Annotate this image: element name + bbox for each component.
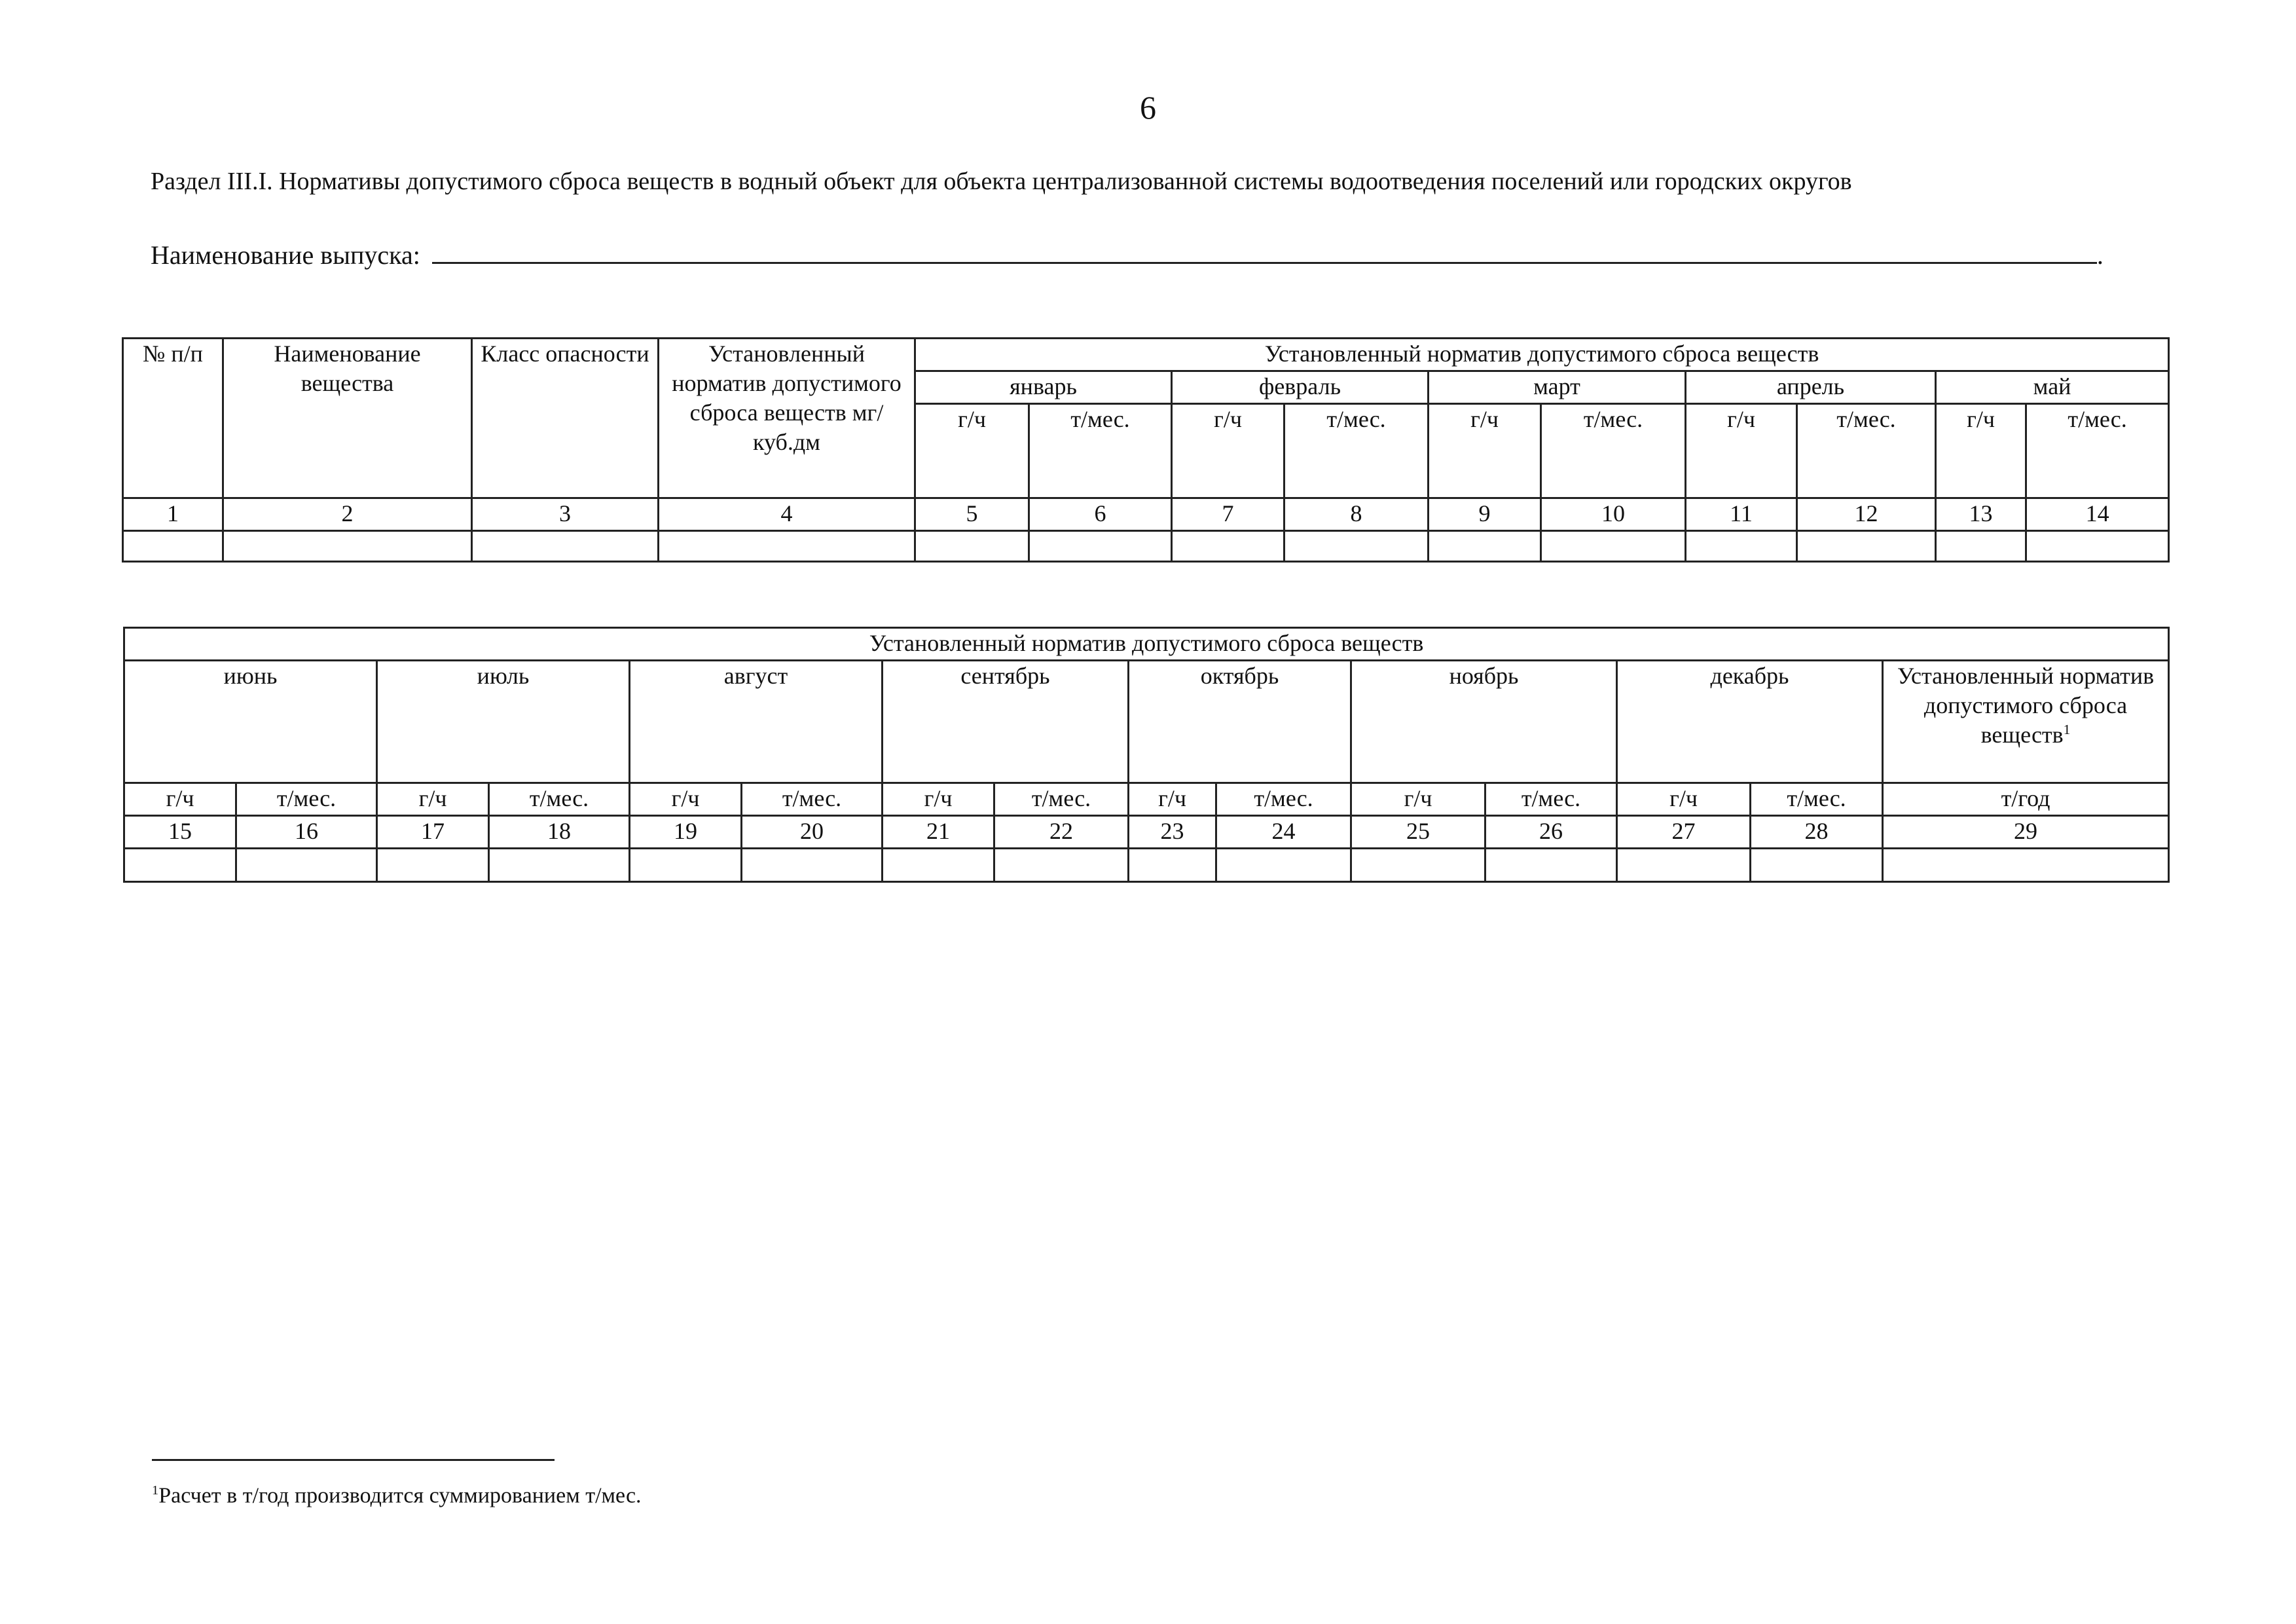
header-unit-tm: т/мес.	[1485, 783, 1617, 816]
header-unit-gh: г/ч	[630, 783, 742, 816]
header-substance-name: Наименование вещества	[223, 339, 472, 498]
header-unit-gh: г/ч	[883, 783, 994, 816]
column-number: 9	[1429, 498, 1541, 531]
column-number: 14	[2026, 498, 2169, 531]
column-number: 2	[223, 498, 472, 531]
header-unit-tm: т/мес.	[236, 783, 377, 816]
column-number: 8	[1285, 498, 1429, 531]
header-unit-gh: г/ч	[1936, 404, 2026, 498]
header-unit-tm: т/мес.	[1029, 404, 1172, 498]
footnote-text: Расчет в т/год производится суммированием т/мес.	[158, 1483, 642, 1508]
header-annual-norm	[1883, 661, 2169, 783]
entry-cell[interactable]	[1751, 849, 1883, 882]
header-unit-gh: г/ч	[377, 783, 489, 816]
header-unit-tm: т/мес.	[1285, 404, 1429, 498]
header-month-dec: декабрь	[1617, 661, 1883, 783]
header-month-mar: март	[1429, 371, 1686, 404]
entry-cell[interactable]	[1172, 531, 1285, 562]
entry-cell[interactable]	[223, 531, 472, 562]
header-month-oct: октябрь	[1129, 661, 1351, 783]
header-unit-tm: т/мес.	[994, 783, 1129, 816]
entry-cell[interactable]	[377, 849, 489, 882]
section-title: Раздел III.I. Нормативы допустимого сброса веществ в водный объект для объекта централизованной системы водоотведения поселений или городских округов	[151, 168, 1852, 195]
release-name-field[interactable]	[432, 237, 2097, 264]
header-month-jun: июнь	[124, 661, 377, 783]
column-number: 11	[1686, 498, 1797, 531]
column-number: 29	[1883, 816, 2169, 849]
header-unit-tm: т/мес.	[1541, 404, 1686, 498]
header-unit-gh: г/ч	[1617, 783, 1751, 816]
header-unit-gh: г/ч	[1351, 783, 1485, 816]
entry-cell[interactable]	[915, 531, 1029, 562]
header-month-jul: июль	[377, 661, 630, 783]
release-name-row	[151, 237, 2104, 270]
footnote	[152, 1483, 642, 1508]
header-month-apr: апрель	[1686, 371, 1936, 404]
entry-cell[interactable]	[994, 849, 1129, 882]
entry-cell[interactable]	[236, 849, 377, 882]
header-month-sep: сентябрь	[883, 661, 1129, 783]
column-number: 28	[1751, 816, 1883, 849]
header-unit-tm: т/мес.	[1751, 783, 1883, 816]
entry-cell[interactable]	[1429, 531, 1541, 562]
header-unit-tm: т/мес.	[2026, 404, 2169, 498]
entry-cell[interactable]	[1351, 849, 1485, 882]
header-group-norm: Установленный норматив допустимого сброса веществ	[915, 339, 2169, 371]
footnote-mark: 1	[152, 1483, 159, 1498]
column-number: 22	[994, 816, 1129, 849]
column-number: 26	[1485, 816, 1617, 849]
header-month-nov: ноябрь	[1351, 661, 1617, 783]
entry-cell[interactable]	[1883, 849, 2169, 882]
entry-cell[interactable]	[1617, 849, 1751, 882]
entry-cell[interactable]	[1216, 849, 1351, 882]
column-number: 3	[472, 498, 659, 531]
column-number: 16	[236, 816, 377, 849]
column-number: 18	[489, 816, 630, 849]
column-number: 23	[1129, 816, 1216, 849]
column-number: 17	[377, 816, 489, 849]
norms-table-jun-dec	[123, 627, 2170, 883]
column-number: 27	[1617, 816, 1751, 849]
entry-cell[interactable]	[1285, 531, 1429, 562]
header-unit-gh: г/ч	[1172, 404, 1285, 498]
column-number: 1	[123, 498, 223, 531]
column-number: 10	[1541, 498, 1686, 531]
column-number: 4	[659, 498, 915, 531]
page-number: 6	[1140, 89, 1156, 126]
header-unit-gh: г/ч	[915, 404, 1029, 498]
column-number: 13	[1936, 498, 2026, 531]
column-number: 25	[1351, 816, 1485, 849]
entry-cell[interactable]	[123, 531, 223, 562]
column-number: 6	[1029, 498, 1172, 531]
header-annual-norm-text: Установленный норматив допустимого сброса веществ	[1897, 663, 2155, 748]
header-hazard-class: Класс опасности	[472, 339, 659, 498]
header-unit-gh: г/ч	[1686, 404, 1797, 498]
entry-cell[interactable]	[630, 849, 742, 882]
header-month-may: май	[1936, 371, 2169, 404]
entry-cell[interactable]	[659, 531, 915, 562]
header-month-feb: февраль	[1172, 371, 1429, 404]
entry-cell[interactable]	[1485, 849, 1617, 882]
header-month-jan: январь	[915, 371, 1172, 404]
header-unit-tm: т/мес.	[1797, 404, 1936, 498]
release-name-end: .	[2096, 240, 2104, 270]
column-number: 19	[630, 816, 742, 849]
header-unit-gh: г/ч	[1429, 404, 1541, 498]
header-group-norm: Установленный норматив допустимого сброса веществ	[124, 628, 2169, 661]
header-norm-concentration: Установленный норматив допустимого сброса веществ мг/куб.дм	[659, 339, 915, 498]
column-number: 21	[883, 816, 994, 849]
header-num: № п/п	[123, 339, 223, 498]
entry-cell[interactable]	[124, 849, 236, 882]
entry-cell[interactable]	[1029, 531, 1172, 562]
header-unit-gh: г/ч	[1129, 783, 1216, 816]
entry-cell[interactable]	[1936, 531, 2026, 562]
entry-cell[interactable]	[1541, 531, 1686, 562]
column-number: 15	[124, 816, 236, 849]
column-number: 5	[915, 498, 1029, 531]
header-unit-tm: т/мес.	[742, 783, 883, 816]
column-number: 20	[742, 816, 883, 849]
entry-cell[interactable]	[883, 849, 994, 882]
header-unit-tm: т/мес.	[1216, 783, 1351, 816]
entry-cell[interactable]	[472, 531, 659, 562]
column-number: 24	[1216, 816, 1351, 849]
entry-cell[interactable]	[742, 849, 883, 882]
entry-cell[interactable]	[1797, 531, 1936, 562]
header-month-aug: август	[630, 661, 883, 783]
header-unit-tm: т/мес.	[489, 783, 630, 816]
release-name-label: Наименование выпуска:	[151, 240, 420, 270]
footnote-divider	[152, 1459, 555, 1461]
column-number: 7	[1172, 498, 1285, 531]
footnote-mark: 1	[2063, 722, 2071, 737]
column-number: 12	[1797, 498, 1936, 531]
entry-cell[interactable]	[2026, 531, 2169, 562]
entry-cell[interactable]	[1129, 849, 1216, 882]
header-unit-gh: г/ч	[124, 783, 236, 816]
entry-cell[interactable]	[489, 849, 630, 882]
entry-cell[interactable]	[1686, 531, 1797, 562]
header-unit-year: т/год	[1883, 783, 2169, 816]
norms-table-jan-may	[122, 337, 2170, 563]
